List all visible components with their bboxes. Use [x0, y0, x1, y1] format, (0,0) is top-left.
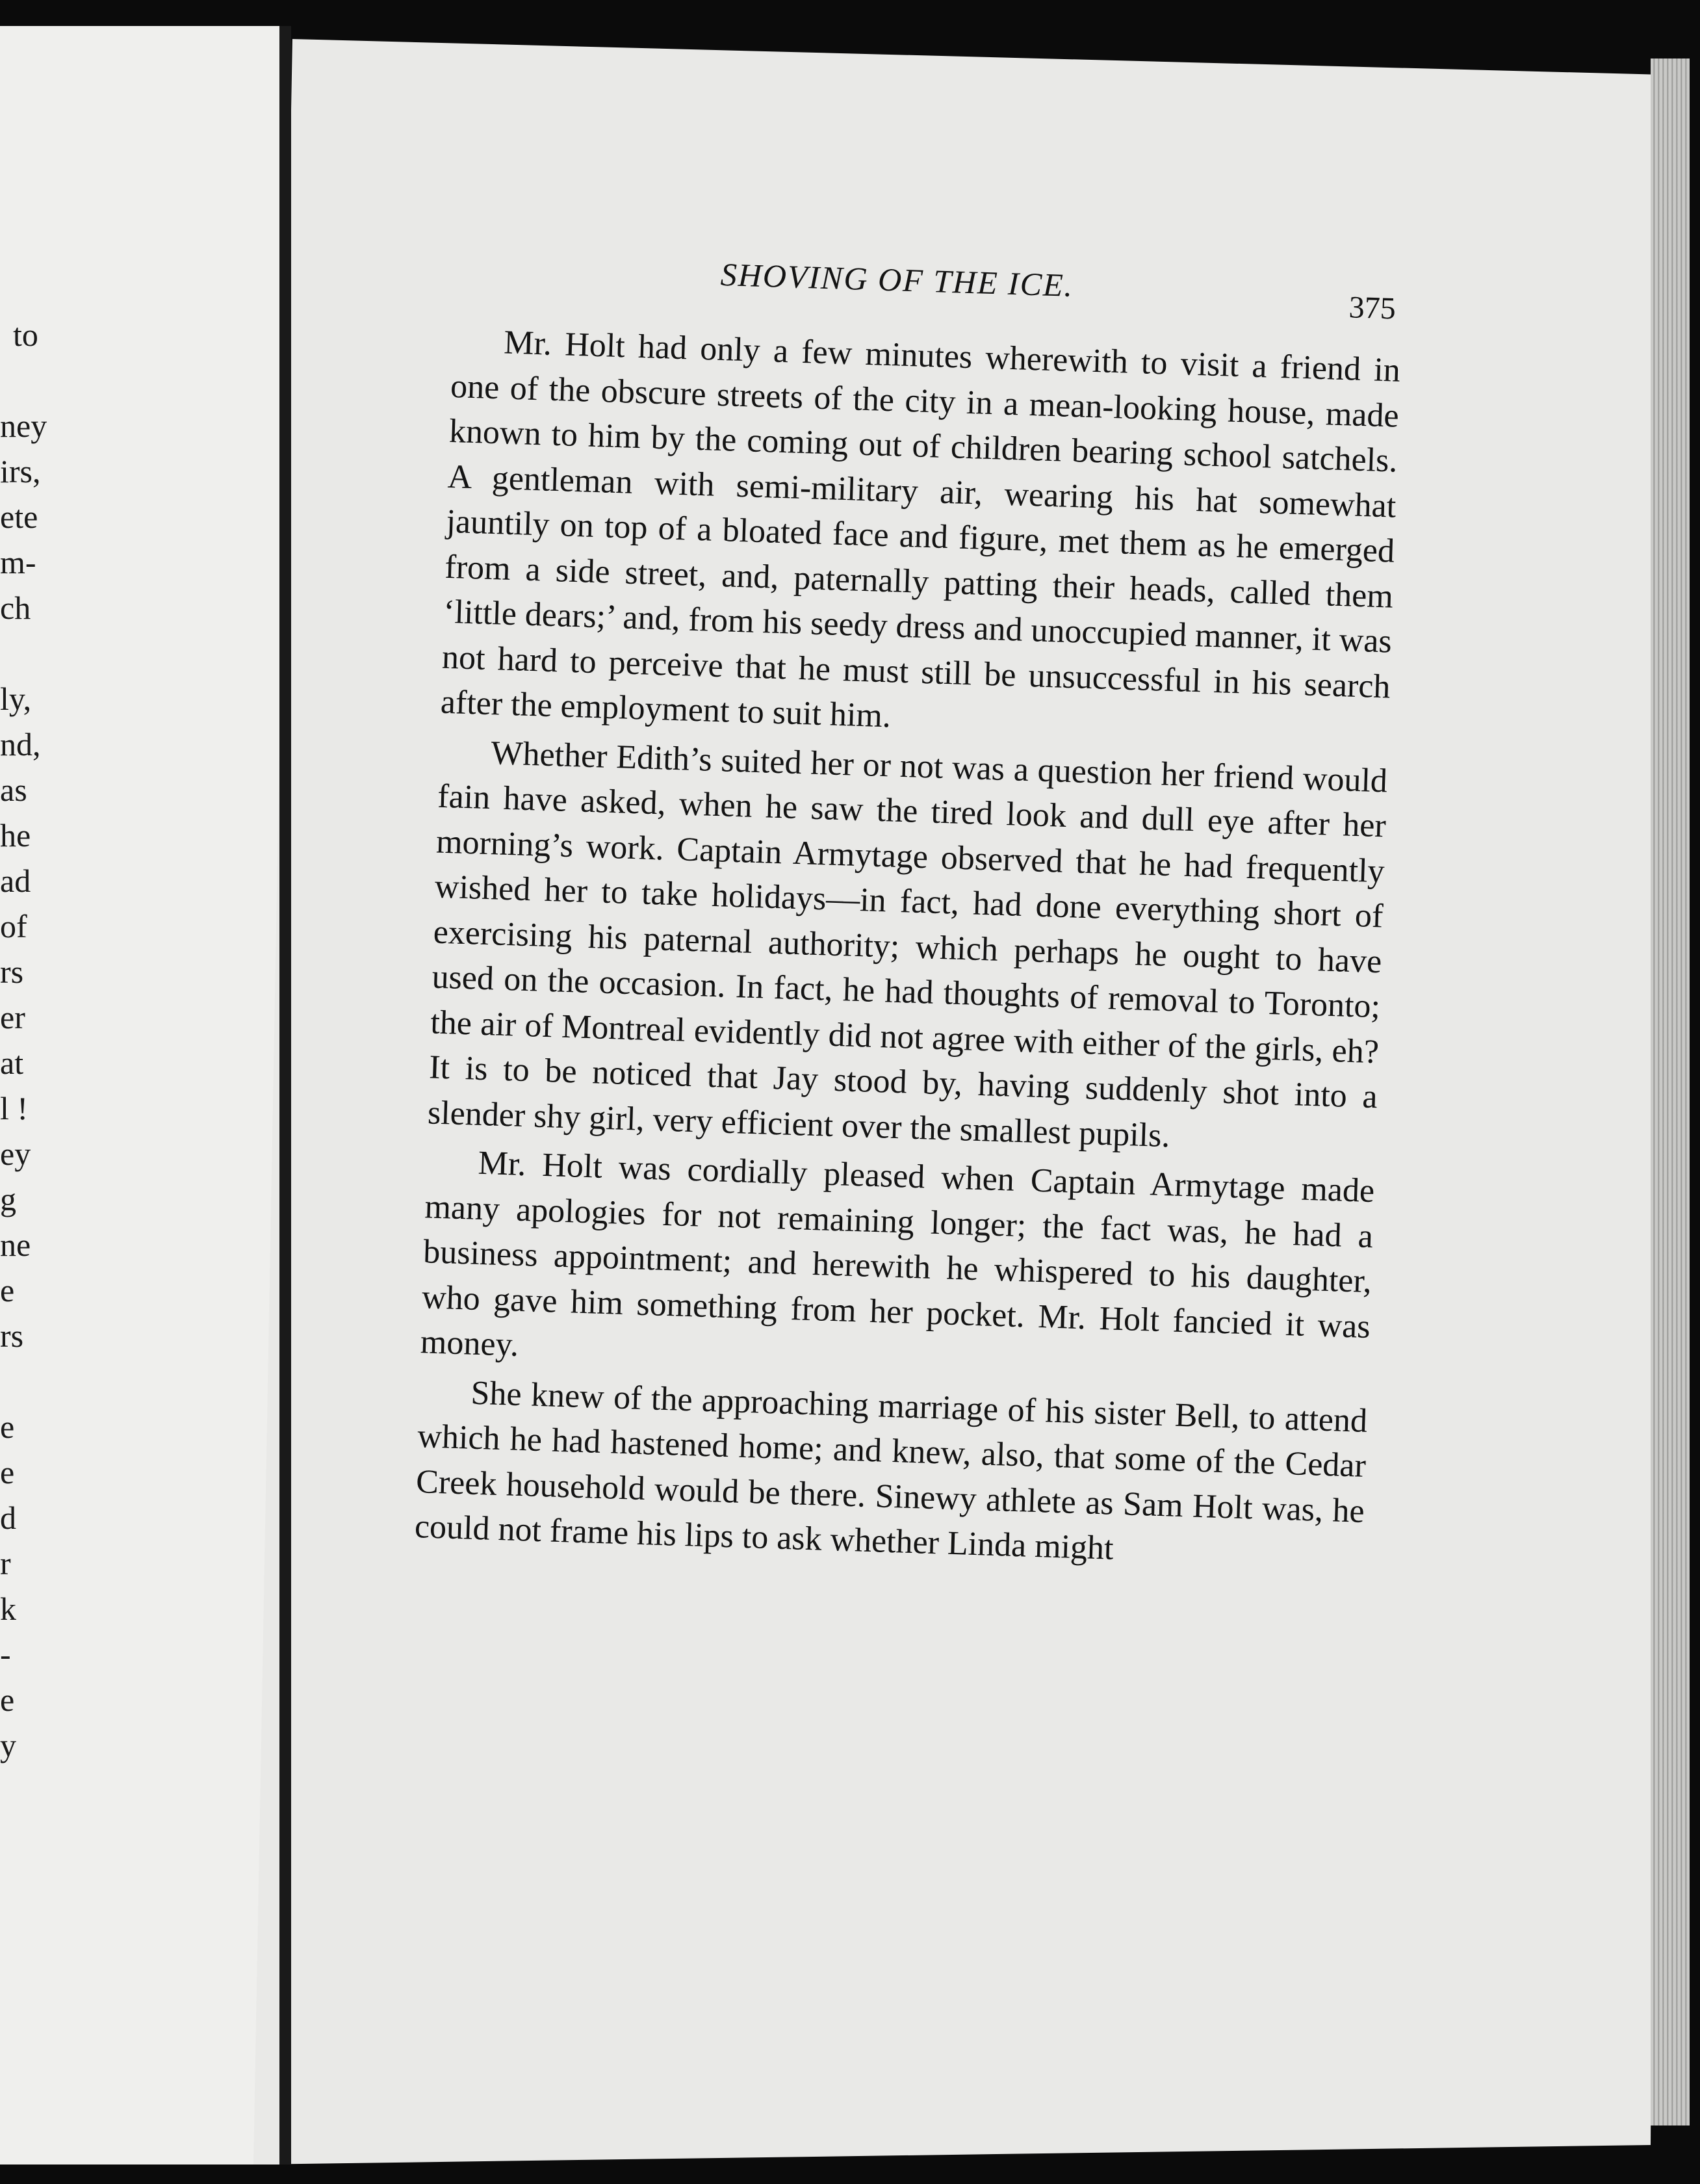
paragraph: Mr. Holt had only a few minutes wherewith to visit a friend in one of the obscure streets of the city in a mean-looking house, made known to him by the coming out of children bearing school satchels. A gentleman with semi-military air, wearing his hat somewhat jauntily on top of a bloated face and figure, met them as he emerged from a side street, and, paternally patting their heads, called them ‘little dears;’ and, from his seedy dress and unoccupied manner, it was not hard to perceive that he must still be unsuccessful in his search after the employment to suit him. — [440, 324, 1401, 735]
left-page-fragment: k — [0, 1591, 16, 1627]
left-page-fragment: m- — [0, 544, 36, 580]
left-page-fragment: r — [0, 1545, 11, 1581]
left-page-fragment: irs, — [0, 453, 41, 489]
left-page-fragment: l ! — [0, 1090, 29, 1126]
left-page-fragment: - — [0, 1636, 11, 1672]
left-page-fragment: ete — [0, 499, 38, 535]
left-page-fragment: y — [0, 1727, 16, 1763]
left-page-fragment: at — [0, 1045, 24, 1081]
page-edges — [1651, 58, 1690, 2126]
page-number: 375 — [1348, 290, 1397, 326]
left-page-fragment: e — [0, 1409, 15, 1445]
left-page-fragment: d — [0, 1500, 16, 1536]
left-page-fragment: rs — [0, 954, 24, 990]
left-page-fragment: ney — [0, 408, 47, 444]
left-page-fragment: ch — [0, 590, 31, 626]
left-page-fragment: ne — [0, 1227, 31, 1263]
page-text-block — [414, 247, 1403, 1583]
left-page-fragment: e — [0, 1682, 15, 1718]
left-page-fragment: g — [0, 1181, 16, 1217]
left-page-fragment: rs — [0, 1318, 24, 1354]
left-page-fragment: e — [0, 1272, 15, 1308]
left-page-fragment: e — [0, 1454, 15, 1490]
left-page-fragment: nd, — [0, 726, 41, 762]
left-page-fragment: of — [0, 908, 27, 944]
left-page-fragment: as — [0, 772, 27, 808]
running-head: SHOVING OF THE ICE. — [720, 255, 1075, 304]
paragraph: She knew of the approaching marriage of his sister Bell, to attend which he had hastened home; and knew, also, that some of the Cedar Creek household would be there. Sinewy athlete as Sam Holt was, he could not frame his lips to ask whether Linda might — [414, 1374, 1368, 1567]
left-page-fragment: ly, — [0, 681, 32, 717]
paragraph: Mr. Holt was cordially pleased when Captain Armytage made many apologies for not remaining longer; the fact was, he had a business appointment; and herewith he whispered to his daughter, who gave him something from her pocket. Mr. Holt fancied it was money. — [420, 1144, 1375, 1364]
left-page-fragment: ad — [0, 863, 31, 899]
left-facing-page — [0, 26, 279, 2164]
left-page-fragment: ey — [0, 1136, 31, 1172]
left-page-text-fragments — [0, 26, 279, 2164]
paragraph: Whether Edith’s suited her or not was a question her friend would fain have asked, when he saw the tired look and dull eye after her morning’s work. Captain Armytage observed that he had frequently wished her to take holidays––in fact, had done everything short of exercising his paternal authority; which perhaps he ought to have used on the occasion. In fact, he had thoughts of removal to Toronto; the air of Montreal evidently did not agree with either of the girls, eh? It is to be noticed that Jay stood by, having suddenly shot into a slender shy girl, very efficient over the smallest pupils. — [427, 734, 1388, 1154]
left-page-fragment: er — [0, 999, 25, 1035]
left-page-fragment: he — [0, 817, 31, 853]
book-gutter — [279, 26, 291, 2164]
left-page-fragment: to — [13, 317, 38, 353]
